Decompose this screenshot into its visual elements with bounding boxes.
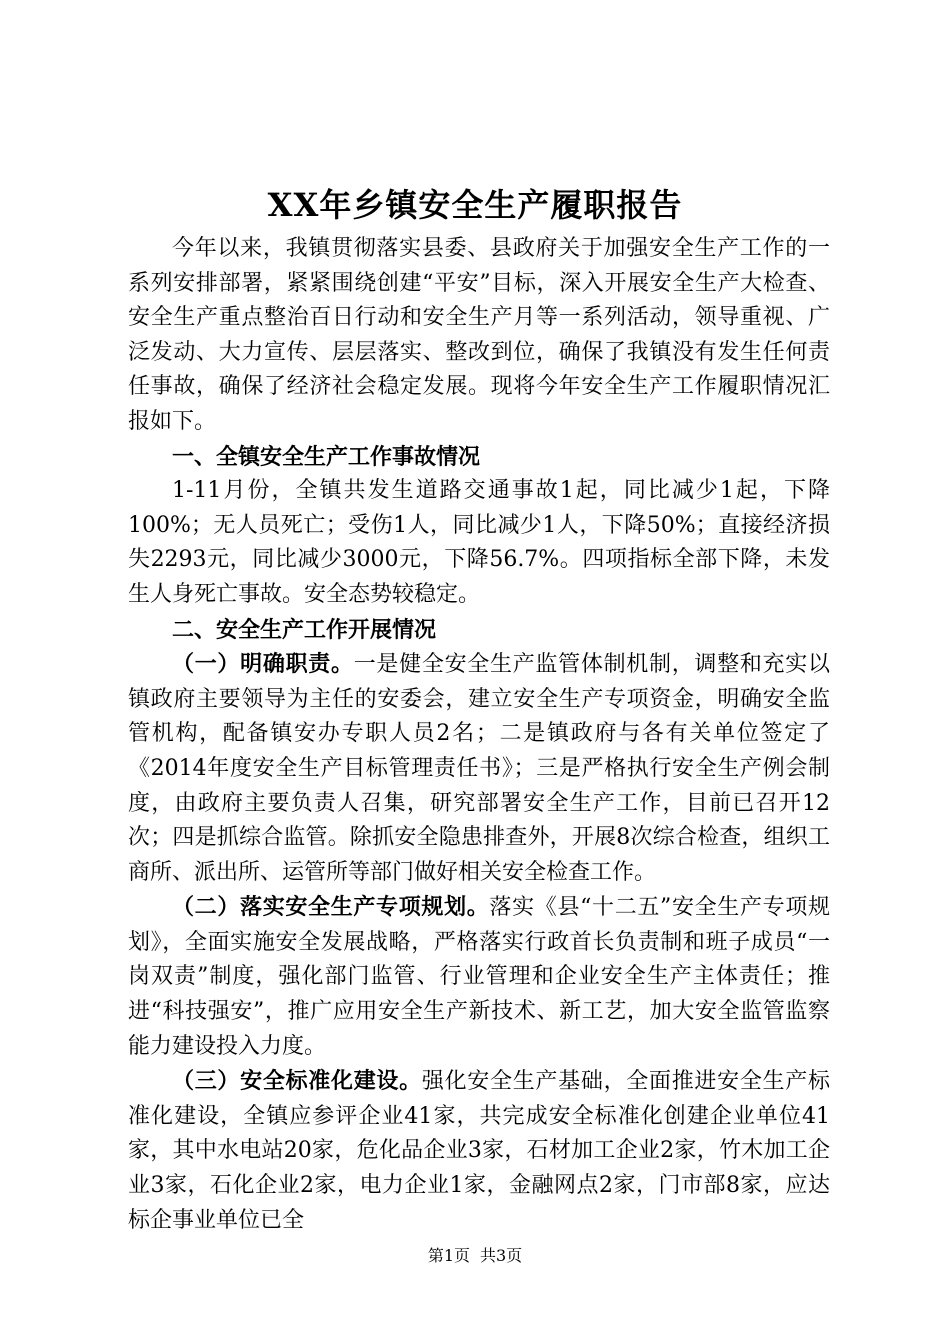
page-total: 共3页 bbox=[480, 1246, 523, 1265]
work-item-label: （二）落实安全生产专项规划。 bbox=[172, 894, 490, 921]
page-footer bbox=[0, 1245, 950, 1267]
accidents-paragraph: 1-11月份，全镇共发生道路交通事故1起，同比减少1起，下降100%；无人员死亡；受伤1人，同比减少1人，下降50%；直接经济损失2293元，同比减少3000元，下降56.7%。四项指标全部下降，未发生人身死亡事故。安全态势较稳定。 bbox=[128, 478, 830, 607]
section-heading-work: 二、安全生产工作开展情况 bbox=[172, 616, 437, 643]
work-item-text: 落实《县“十二五”安全生产专项规划》，全面实施安全发展战略，严格落实行政首长负责制和班子成员“一岗双责”制度，强化部门监管、行业管理和企业安全生产主体责任；推进“科技强安”，推广应用安全生产新技术、新工艺，加大安全监管监察能力建设投入力度。 bbox=[128, 895, 830, 1059]
section-heading-accidents: 一、全镇安全生产工作事故情况 bbox=[172, 443, 481, 470]
page-number: 第1页 bbox=[427, 1246, 470, 1265]
document-body bbox=[128, 232, 830, 1238]
work-item-text: 强化安全生产基础，全面推进安全生产标准化建设，全镇应参评企业41家，共完成安全标准化创建企业单位41家，其中水电站20家，危化品企业3家，石材加工企业2家，竹木加工企业3家，石化企业2家，电力企业1家，金融网点2家，门市部8家，应达标企事业单位已全 bbox=[128, 1069, 830, 1233]
work-item-label: （三）安全标准化建设。 bbox=[172, 1068, 422, 1095]
work-item-text: 一是健全安全生产监管体制机制，调整和充实以镇政府主要领导为主任的安委会，建立安全生产专项资金，明确安全监管机构，配备镇安办专职人员2名；二是镇政府与各有关单位签定了《2014年度安全生产目标管理责任书》；三是严格执行安全生产例会制度，由政府主要负责人召集，研究部署安全生产工作，目前已召开12次；四是抓综合监管。除抓安全隐患排查外，开展8次综合检查，组织工商所、派出所、运管所等部门做好相关安全检查工作。 bbox=[128, 652, 830, 885]
work-item-paragraph bbox=[128, 647, 830, 890]
intro-paragraph: 今年以来，我镇贯彻落实县委、县政府关于加强安全生产工作的一系列安排部署，紧紧围绕创建“平安”目标，深入开展安全生产大检查、安全生产重点整治百日行动和安全生产月等一系列活动，领导重视、广泛发动、大力宣传、层层落实、整改到位，确保了我镇没有发生任何责任事故，确保了经济社会稳定发展。现将今年安全生产工作履职情况汇报如下。 bbox=[128, 236, 830, 434]
work-item-paragraph bbox=[128, 1064, 830, 1238]
document-title: XX年乡镇安全生产履职报告 bbox=[267, 186, 683, 224]
work-item-label: （一）明确职责。 bbox=[172, 651, 354, 678]
work-item-paragraph bbox=[128, 890, 830, 1064]
